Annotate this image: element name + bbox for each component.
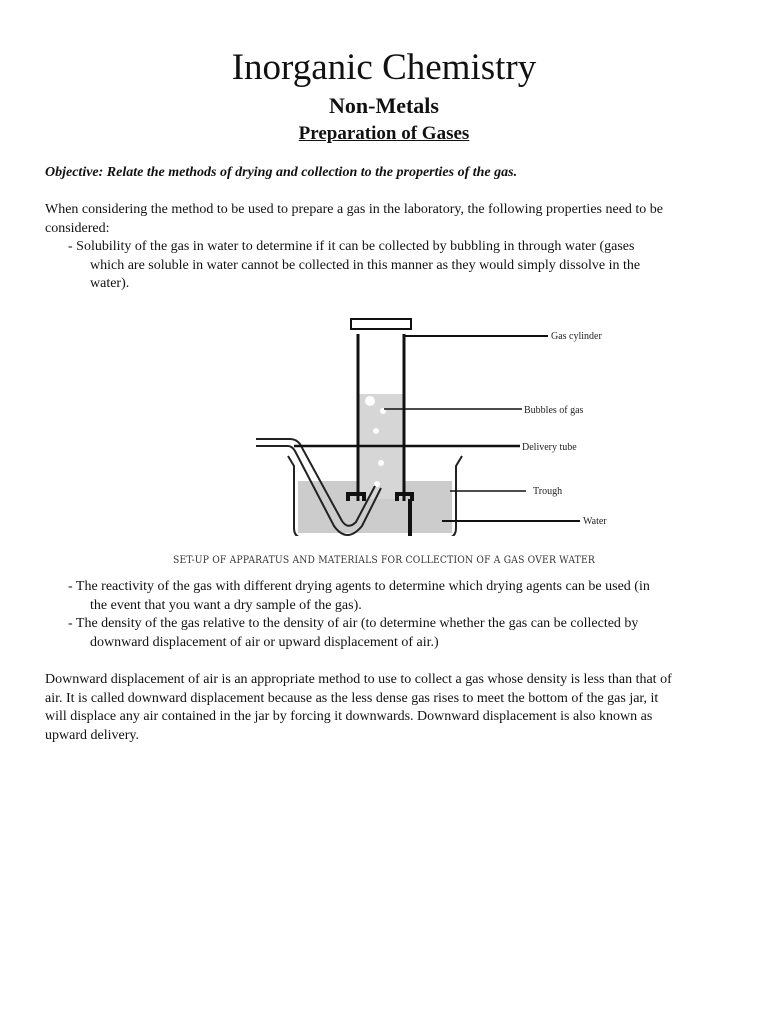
downward-displacement-paragraph (45, 671, 725, 745)
intro-line: When considering the method to be used to prepare a gas in the laboratory, the following properties need to be (45, 202, 664, 217)
apparatus-svg (250, 316, 630, 536)
section-heading: Preparation of Gases (298, 123, 470, 144)
bullet-density (68, 615, 728, 652)
intro-line: considered: (45, 220, 110, 236)
paragraph-line: air. It is called downward displacement because as the less dense gas rises to meet the bottom of the gas jar, it (45, 690, 659, 706)
label-water: Water (583, 516, 607, 527)
bubble (365, 396, 375, 406)
label-gas-cylinder: Gas cylinder (551, 331, 602, 342)
bullet-line: the event that you want a dry sample of the gas). (90, 597, 362, 613)
bullet-reactivity (68, 578, 728, 615)
objective-text: Objective: Relate the methods of drying and collection to the properties of the gas. (45, 165, 518, 180)
label-bubbles: Bubbles of gas (524, 405, 584, 416)
bullet-line: - Solubility of the gas in water to determine if it can be collected by bubbling in through water (gases (68, 239, 635, 254)
label-delivery-tube: Delivery tube (522, 442, 577, 453)
bubble (378, 460, 384, 466)
apparatus-diagram (250, 316, 630, 536)
page-subtitle: Non-Metals (329, 93, 439, 118)
bubble (373, 428, 379, 434)
figure-caption: SET-UP OF APPARATUS AND MATERIALS FOR COLLECTION OF A GAS OVER WATER (172, 555, 596, 566)
bullet-solubility (68, 238, 728, 294)
paragraph-line: upward delivery. (45, 727, 139, 743)
bullet-line: - The reactivity of the gas with different drying agents to determine which drying agents can be used (in (68, 579, 650, 594)
label-trough: Trough (533, 486, 563, 497)
gas-cylinder-rim (351, 319, 411, 329)
paragraph-line: Downward displacement of air is an appropriate method to use to collect a gas whose density is less than that of (45, 672, 672, 687)
intro-paragraph (45, 201, 725, 238)
page-title: Inorganic Chemistry (231, 47, 537, 88)
bullet-line: water). (90, 276, 130, 291)
bullet-line: downward displacement of air or upward displacement of air.) (90, 634, 439, 650)
bullet-line: which are soluble in water cannot be collected in this manner as they would simply dissolve in the (90, 257, 641, 273)
bullet-line: - The density of the gas relative to the density of air (to determine whether the gas can be collected by (68, 616, 639, 631)
paragraph-line: will displace any air contained in the jar by forcing it downwards. Downward displacement is also known as (45, 709, 653, 724)
